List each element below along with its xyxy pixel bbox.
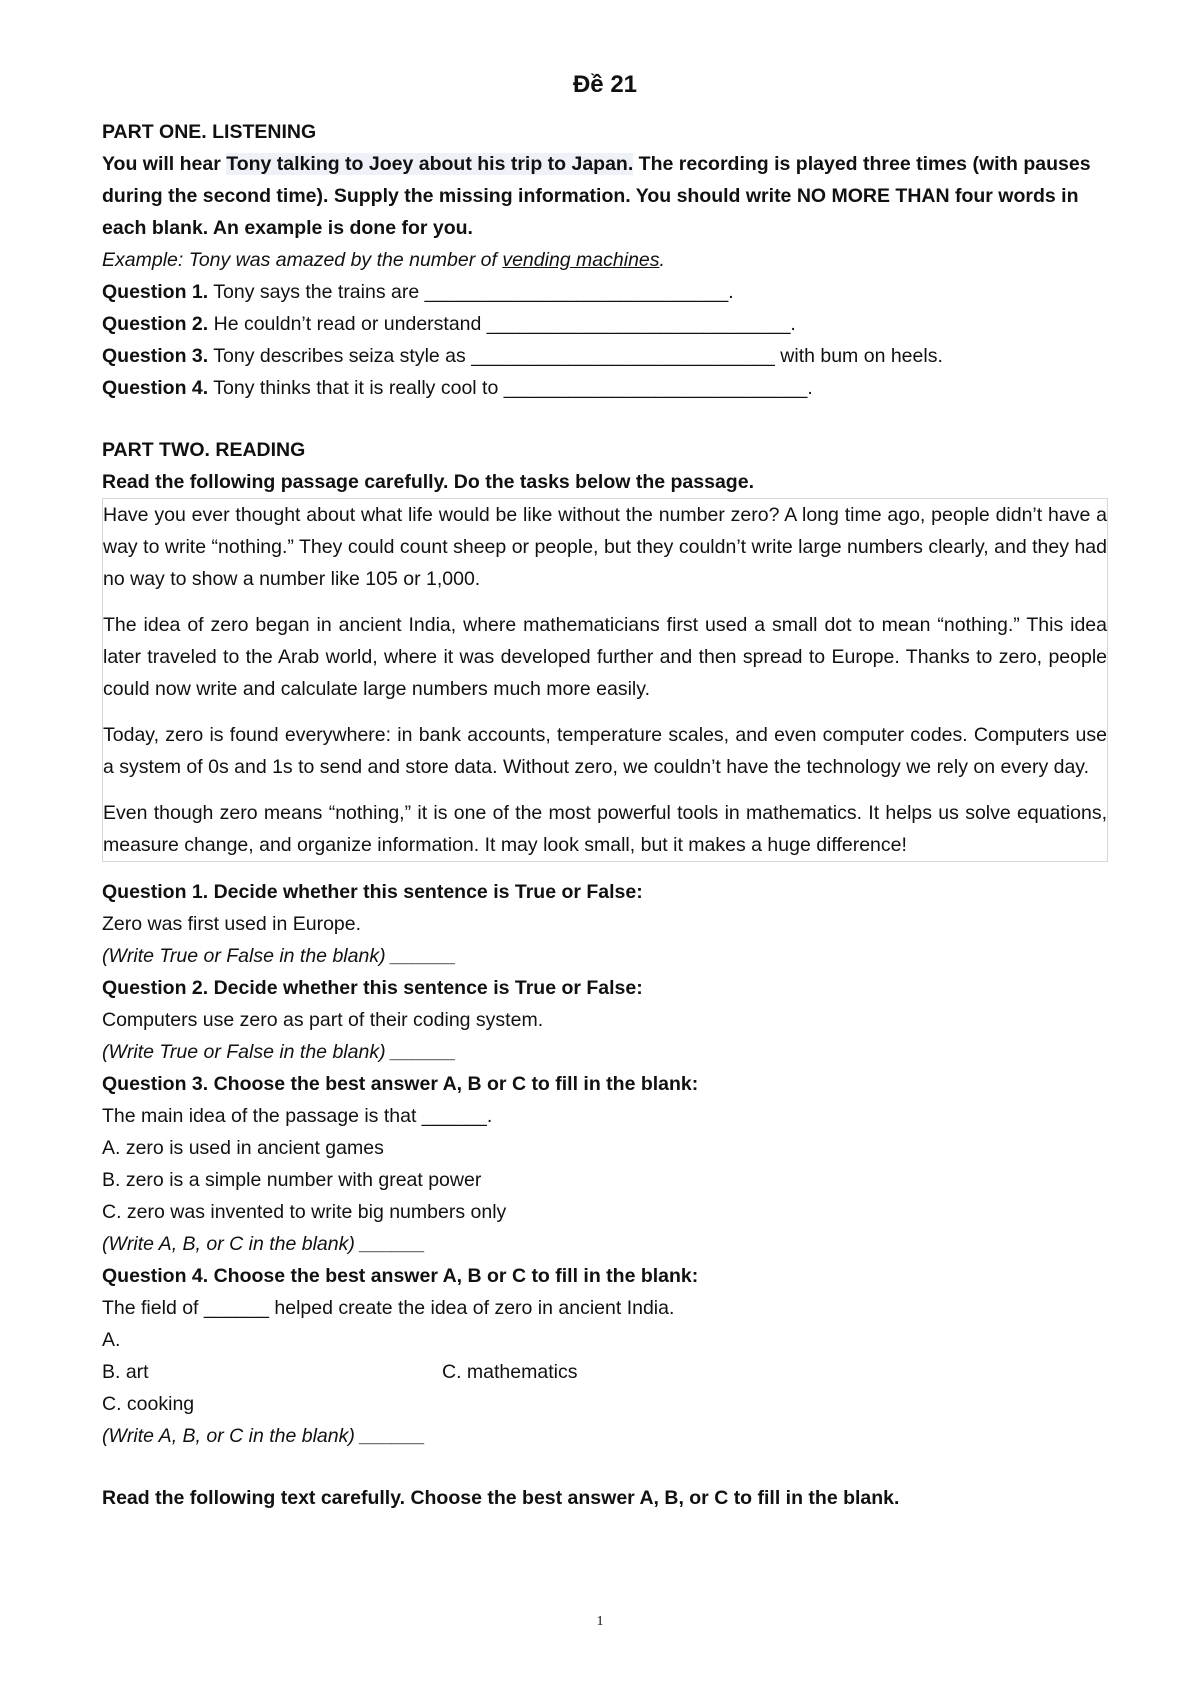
question-text: Tony thinks that it is really cool to ____________________________. (208, 377, 813, 399)
reading-q4-option-c-cooking: C. cooking (102, 1393, 195, 1415)
reading-q4-option-b: B. art (102, 1361, 149, 1383)
reading-q2-heading: Question 2. Decide whether this sentence is True or False: (102, 977, 643, 999)
document-page (102, 70, 1108, 1514)
question-text: Tony says the trains are ____________________________. (208, 281, 734, 303)
instr-highlight: Tony talking to Joey about his trip to Japan. (226, 153, 634, 175)
passage-paragraph: Even though zero means “nothing,” it is one of the most powerful tools in mathematics. It helps us solve equations, measure change, and organize information. It may look small, but it makes a huge difference! (103, 802, 1107, 856)
final-instructions: Read the following text carefully. Choose the best answer A, B, or C to fill in the blank. (102, 1487, 900, 1509)
reading-q4-heading: Question 4. Choose the best answer A, B or C to fill in the blank: (102, 1265, 699, 1287)
example-suffix: . (659, 249, 665, 271)
listening-question (102, 276, 1108, 308)
instr-text-a: You will hear (102, 153, 227, 175)
passage-paragraph: Today, zero is found everywhere: in bank accounts, temperature scales, and even computer codes. Computers use a system of 0s and 1s to send and store data. Without zero, we couldn’t have the technology we rely on every day. (103, 724, 1107, 778)
reading-q1-statement: Zero was first used in Europe. (102, 913, 362, 935)
passage-paragraph: Have you ever thought about what life would be like without the number zero? A long time ago, people didn’t have a way to write “nothing.” They could count sheep or people, but they couldn’t write large numbers clearly, and they had no way to show a number like 105 or 1,000. (103, 504, 1107, 590)
listening-question (102, 372, 1108, 404)
part-two-instructions: Read the following passage carefully. Do the tasks below the passage. (102, 471, 754, 493)
reading-q3-option-a: A. zero is used in ancient games (102, 1137, 384, 1159)
part-one-instructions (102, 148, 1108, 244)
example-answer: vending machines (502, 249, 660, 271)
question-label: Question 1. (102, 281, 209, 303)
question-label: Question 4. (102, 377, 209, 399)
passage-paragraph: The idea of zero began in ancient India, where mathematicians first used a small dot to mean “nothing.” This idea later traveled to the Arab world, where it was developed further and then spread to Europe. Thanks to zero, people could now write and calculate large numbers much more easily. (103, 614, 1107, 700)
reading-q3-option-b: B. zero is a simple number with great power (102, 1169, 482, 1191)
part-two-heading: PART TWO. READING (102, 439, 306, 461)
reading-q4-option-c-mathematics: C. mathematics (442, 1361, 578, 1383)
reading-passage-box (102, 498, 1108, 862)
reading-q2-statement: Computers use zero as part of their coding system. (102, 1009, 544, 1031)
reading-q4-hint: (Write A, B, or C in the blank) ______ (102, 1425, 426, 1447)
reading-q1-heading: Question 1. Decide whether this sentence is True or False: (102, 881, 643, 903)
question-text: He couldn’t read or understand ____________________________. (208, 313, 796, 335)
example-line (102, 244, 1108, 276)
page-number: 1 (596, 1614, 604, 1629)
page-title: Đề 21 (572, 71, 638, 98)
section-spacer (102, 1452, 1108, 1482)
instr-text-b: The recording is played three times (with pauses during the second time). Supply the missing information. You should write NO MORE THAN four words in each blank. An example is done for you. (102, 153, 1091, 239)
reading-q4-stem: The field of ______ helped create the idea of zero in ancient India. (102, 1297, 675, 1319)
reading-q3-hint: (Write A, B, or C in the blank) ______ (102, 1233, 426, 1255)
question-label: Question 3. (102, 345, 209, 367)
question-text: Tony describes seiza style as ____________________________ with bum on heels. (208, 345, 943, 367)
reading-q4-option-a: A. (102, 1329, 121, 1351)
reading-q1-hint: (Write True or False in the blank) ______ (102, 945, 457, 967)
section-spacer (102, 404, 1108, 434)
reading-q3-heading: Question 3. Choose the best answer A, B or C to fill in the blank: (102, 1073, 699, 1095)
part-one-heading: PART ONE. LISTENING (102, 121, 317, 143)
example-prefix: Example: Tony was amazed by the number of (102, 249, 503, 271)
reading-q2-hint: (Write True or False in the blank) ______ (102, 1041, 457, 1063)
reading-q3-stem: The main idea of the passage is that ______. (102, 1105, 493, 1127)
listening-question (102, 340, 1108, 372)
question-label: Question 2. (102, 313, 209, 335)
reading-q4-options-row (102, 1356, 1108, 1388)
listening-question (102, 308, 1108, 340)
reading-q3-option-c: C. zero was invented to write big numbers only (102, 1201, 507, 1223)
